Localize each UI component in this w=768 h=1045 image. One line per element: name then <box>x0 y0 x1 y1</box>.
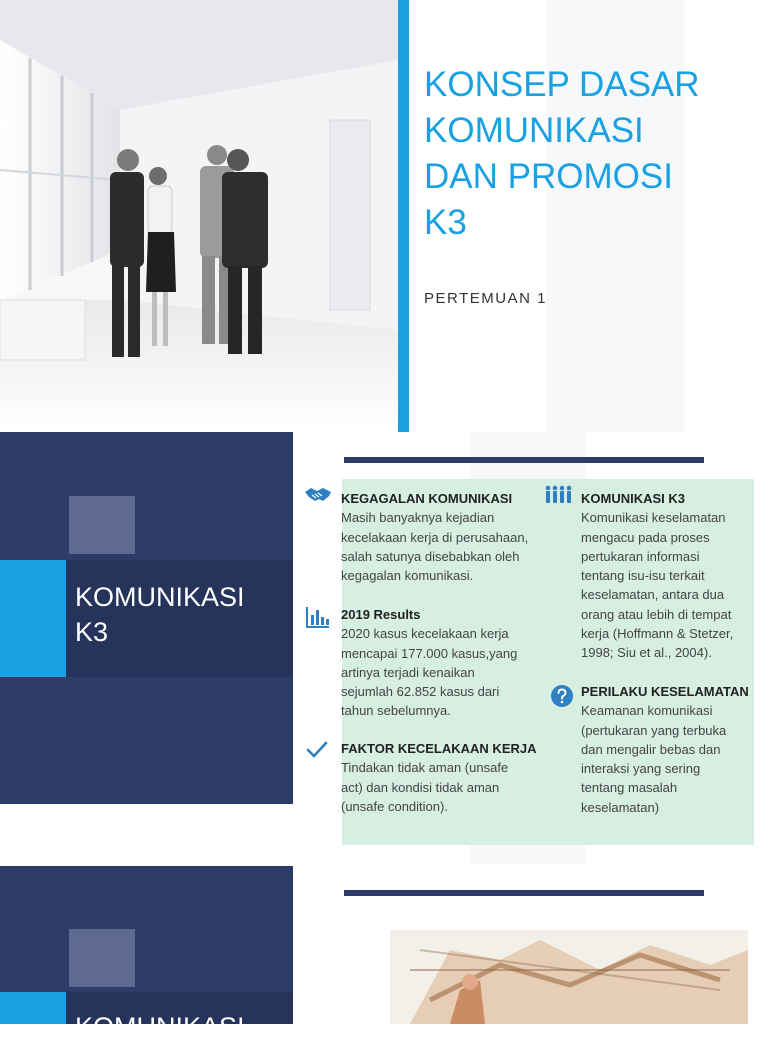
item-line: Masih banyaknya kejadian <box>341 510 495 526</box>
checkmark-icon <box>305 740 329 760</box>
item-line: mencapai 177.000 kasus,yang <box>341 645 518 661</box>
top-rule <box>344 890 704 896</box>
handshake-icon <box>303 484 333 506</box>
item-line: tentang isu-isu terkait <box>581 568 705 584</box>
item-line: tentang masalah <box>581 780 678 796</box>
accent-bar <box>398 0 409 432</box>
list-item <box>341 739 541 816</box>
business-people-photo <box>0 0 398 432</box>
item-line: (unsafe condition). <box>341 798 448 814</box>
slide-title <box>0 0 768 432</box>
item-line: act) dan kondisi tidak aman <box>341 779 500 795</box>
item-line: kerja (Hoffmann & Stetzer, <box>581 626 734 642</box>
item-heading: KEGAGALAN KOMUNIKASI <box>341 491 513 506</box>
slide-komunikasi-2 <box>0 864 768 1042</box>
slide-komunikasi <box>0 432 768 864</box>
decor-blue-block <box>0 992 66 1024</box>
item-line: Keamanan komunikasi <box>581 703 713 719</box>
item-line: 2020 kasus kecelakaan kerja <box>341 626 509 642</box>
list-item <box>341 605 541 721</box>
item-line: Tindakan tidak aman (unsafe <box>341 760 509 776</box>
section-title <box>75 580 245 650</box>
decor-blue-block <box>0 560 66 677</box>
question-icon <box>550 684 574 708</box>
top-rule <box>344 457 704 463</box>
item-line: kecelakaan kerja di perusahaan, <box>341 529 529 545</box>
construction-photo <box>390 930 748 1024</box>
item-line: orang atau lebih di tempat <box>581 606 732 622</box>
item-heading: KOMUNIKASI K3 <box>581 491 686 506</box>
item-line: keselamatan, antara dua <box>581 587 725 603</box>
item-line: dan mengalir bebas dan <box>581 741 721 757</box>
item-line: mengacu pada proses <box>581 529 710 545</box>
item-line: keselamatan) <box>581 799 660 815</box>
title-line: DAN PROMOSI <box>424 157 673 196</box>
title-line: K3 <box>424 203 467 242</box>
item-line: pertukaran informasi <box>581 548 700 564</box>
item-heading: 2019 Results <box>341 607 421 622</box>
item-line: Komunikasi keselamatan <box>581 510 726 526</box>
item-heading: PERILAKU KESELAMATAN <box>581 684 749 699</box>
slide-title-heading <box>424 62 754 246</box>
item-line: salah satunya disebabkan oleh <box>341 548 520 564</box>
people-group-icon <box>544 485 572 505</box>
section-title-line: KOMUNIKASI <box>75 582 245 612</box>
item-line: 1998; Siu et al., 2004). <box>581 645 712 661</box>
decor-square <box>69 496 135 554</box>
decor-square <box>69 929 135 987</box>
section-title-line: K3 <box>75 617 109 647</box>
section-title: KOMUNIKASI <box>75 1012 245 1042</box>
item-line: (pertukaran yang terbuka <box>581 722 727 738</box>
item-line: interaksi yang sering <box>581 761 701 777</box>
title-line: KOMUNIKASI <box>424 111 644 150</box>
item-line: kegagalan komunikasi. <box>341 568 474 584</box>
slide-subtitle: PERTEMUAN 1 <box>424 290 547 307</box>
title-line: KONSEP DASAR <box>424 65 700 104</box>
item-heading: FAKTOR KECELAKAAN KERJA <box>341 741 537 756</box>
list-item <box>581 489 756 663</box>
list-item <box>341 489 541 585</box>
item-line: artinya terjadi kenaikan <box>341 664 475 680</box>
list-item <box>581 682 756 817</box>
item-line: tahun sebelumnya. <box>341 703 451 719</box>
item-line: sejumlah 62.852 kasus dari <box>341 684 500 700</box>
bar-chart-icon <box>305 605 331 629</box>
